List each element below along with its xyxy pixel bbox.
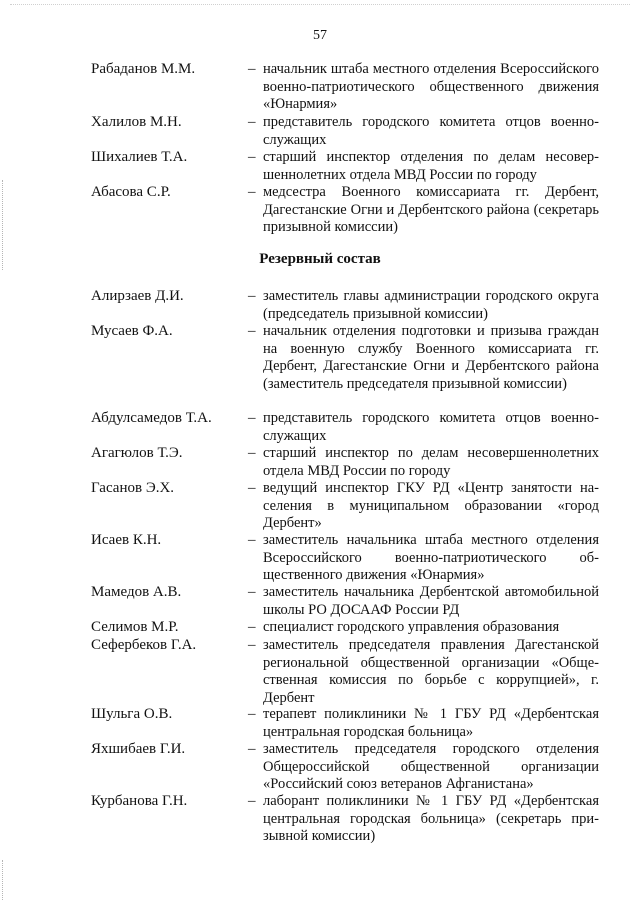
page-number: 57: [313, 28, 327, 43]
member-role: ведущий инспектор ГКУ РД «Центр занятости населения в муниципальном образовании «город Дербент»: [263, 480, 599, 531]
entry-dash: –: [248, 619, 256, 635]
entry-dash: –: [248, 584, 256, 600]
member-role: медсестра Военного комиссариата гг. Дербент, Дагестанские Огни и Дербентского района (секретарь призывной комиссии): [263, 184, 599, 235]
member-name: Яхшибаев Г.И.: [91, 741, 186, 757]
member-name: Мамедов А.В.: [91, 584, 182, 600]
entry-dash: –: [248, 706, 256, 722]
entry-dash: –: [248, 793, 256, 809]
entry-dash: –: [248, 288, 256, 304]
member-name: Шихалиев Т.А.: [91, 149, 188, 165]
member-role: представитель городского комитета отцов военнослужащих: [263, 114, 599, 148]
member-name: Алирзаев Д.И.: [91, 288, 184, 304]
member-role: старший инспектор по делам несовершеннолетних отдела МВД России по городу: [263, 445, 599, 479]
member-name: Агагюлов Т.Э.: [91, 445, 183, 461]
entry-dash: –: [248, 637, 256, 653]
reserve-heading: Резервный состав: [259, 251, 381, 267]
entry-dash: –: [248, 445, 256, 461]
member-role: терапевт поликлиники № 1 ГБУ РД «Дербентская центральная городская больница»: [263, 706, 599, 740]
member-role: начальник отделения подготовки и призыва граждан на военную службу Военного комиссариата гг. Дербент, Дагестанские Огни и Дербентского района (заместитель председателя призывной комиссии): [263, 323, 599, 392]
member-role: заместитель главы администрации городского округа (председатель призывной комиссии): [263, 288, 599, 322]
member-role: представитель городского комитета отцов военнослужащих: [263, 410, 599, 444]
member-role: специалист городского управления образования: [263, 619, 560, 635]
scan-edge-marks-left-bottom: [2, 860, 9, 900]
member-name: Сефербеков Г.А.: [91, 637, 197, 653]
member-name: Мусаев Ф.А.: [91, 323, 173, 339]
member-role: старший инспектор отделения по делам несовершеннолетних отдела МВД России по городу: [263, 149, 599, 183]
member-name: Курбанова Г.Н.: [91, 793, 188, 809]
entry-dash: –: [248, 61, 256, 77]
entry-dash: –: [248, 114, 256, 130]
member-name: Абдулсамедов Т.А.: [91, 410, 212, 426]
scan-edge-marks-top: [10, 4, 630, 6]
member-role: заместитель начальника штаба местного отделения Всероссийского военно-патриотического общественного движения «Юнармия»: [263, 532, 599, 583]
member-role: начальник штаба местного отделения Всероссийского военно-патриотического общественного движения «Юнармия»: [263, 61, 599, 112]
member-name: Халилов М.Н.: [91, 114, 182, 130]
member-name: Рабаданов М.М.: [91, 61, 196, 77]
member-role: заместитель председателя городского отделения Общероссийской общественной организации «Российский союз ветеранов Афганистана»: [263, 741, 599, 792]
member-role: заместитель председателя правления Дагестанской региональной общественной организации «Общественная комиссия по борьбе с коррупцией», г. Дербент: [263, 637, 599, 706]
member-name: Исаев К.Н.: [91, 532, 162, 548]
member-role: лаборант поликлиники № 1 ГБУ РД «Дербентская центральная городская больница» (секретарь призывной комиссии): [263, 793, 599, 844]
entry-dash: –: [248, 184, 256, 200]
entry-dash: –: [248, 410, 256, 426]
entry-dash: –: [248, 323, 256, 339]
member-role: заместитель начальника Дербентской автомобильной школы РО ДОСААФ России РД: [263, 584, 599, 618]
entry-dash: –: [248, 741, 256, 757]
entry-dash: –: [248, 532, 256, 548]
member-name: Абасова С.Р.: [91, 184, 171, 200]
member-name: Гасанов Э.Х.: [91, 480, 175, 496]
member-name: Селимов М.Р.: [91, 619, 179, 635]
member-name: Шульга О.В.: [91, 706, 173, 722]
entry-dash: –: [248, 480, 256, 496]
entry-dash: –: [248, 149, 256, 165]
